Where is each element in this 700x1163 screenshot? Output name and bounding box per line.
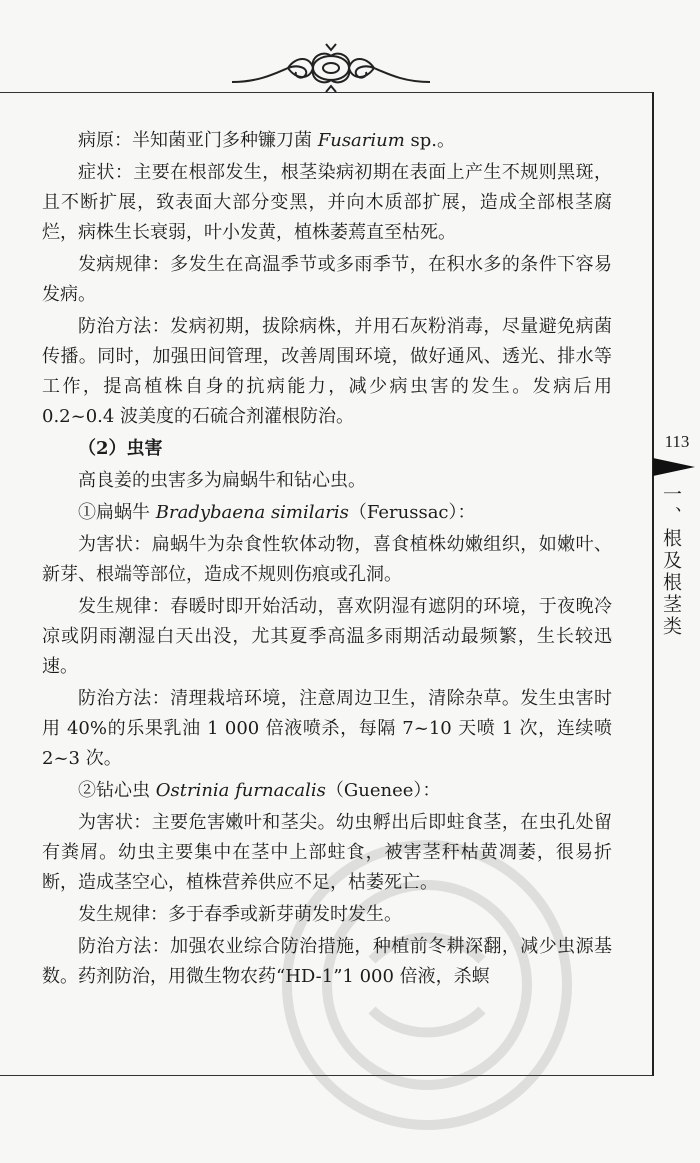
paragraph-disease-control: 防治方法：发病初期，拔除病株，并用石灰粉消毒，尽量避免病菌传播。同时，加强田间管理，改善周围环境，做好通风、透光、排水等工作，提高植株自身的抗病能力，减少病虫害的发生。发病后用 0.2~0.4 波美度的石硫合剂灌根防治。 <box>42 316 612 427</box>
chapter-tab-marker <box>653 458 695 476</box>
paragraph-pathogen: 病原：半知菌亚门多种镰刀菌 Fusarium sp.。 <box>78 130 456 151</box>
paragraph-disease-pattern: 发病规律：多发生在高温季节或多雨季节，在积水多的条件下容易发病。 <box>42 254 612 305</box>
paragraph-snail-control: 防治方法：清理栽培环境，注意周边卫生，清除杂草。发生虫害时用 40%的乐果乳油 1 000 倍液喷杀，每隔 7~10 天喷 1 次，连续喷 2~3 次。 <box>42 688 612 769</box>
paragraph-borer-control: 防治方法：加强农业综合防治措施，种植前冬耕深翻，减少虫源基数。药剂防治，用微生物农药“HD-1”1 000 倍液，杀螟 <box>42 936 612 987</box>
paragraph-borer-damage: 为害状：主要危害嫩叶和茎尖。幼虫孵出后即蛀食茎，在虫孔处留有粪屑。幼虫主要集中在茎中上部蛀食，被害茎秆枯黄凋萎，很易折断，造成茎空心，植株营养供应不足，枯萎死亡。 <box>42 812 612 893</box>
paragraph-borer-title: ②钻心虫 Ostrinia furnacalis（Guenee）： <box>78 780 441 801</box>
paragraph-borer-pattern: 发生规律：多于春季或新芽萌发时发生。 <box>78 904 402 925</box>
paragraph-snail-pattern: 发生规律：春暖时即开始活动，喜欢阴湿有遮阴的环境，于夜晚冷凉或阴雨潮湿白天出没，尤其夏季高温多雨期活动最频繁，生长较迅速。 <box>42 596 612 677</box>
body-text <box>42 126 612 994</box>
paragraph-pests-intro: 高良姜的虫害多为扁蜗牛和钻心虫。 <box>78 470 366 491</box>
paragraph-snail-title: ①扁蜗牛 Bradybaena similaris（Ferussac）： <box>78 502 476 523</box>
section-heading-pests: （2）虫害 <box>78 438 163 459</box>
chapter-label: 一、根及根茎类 <box>660 484 682 638</box>
top-rule <box>0 92 652 93</box>
paragraph-symptoms: 症状：主要在根部发生，根茎染病初期在表面上产生不规则黑斑，且不断扩展，致表面大部分变黑，并向木质部扩展，造成全部根茎腐烂，病株生长衰弱，叶小发黄，植株萎蔫直至枯死。 <box>42 162 612 243</box>
paragraph-snail-damage: 为害状：扁蜗牛为杂食性软体动物，喜食植株幼嫩组织，如嫩叶、新芽、根端等部位，造成不规则伤痕或孔洞。 <box>42 534 612 585</box>
side-rule <box>652 92 654 1076</box>
header-ornament <box>228 42 434 94</box>
page-number: 113 <box>664 432 690 451</box>
